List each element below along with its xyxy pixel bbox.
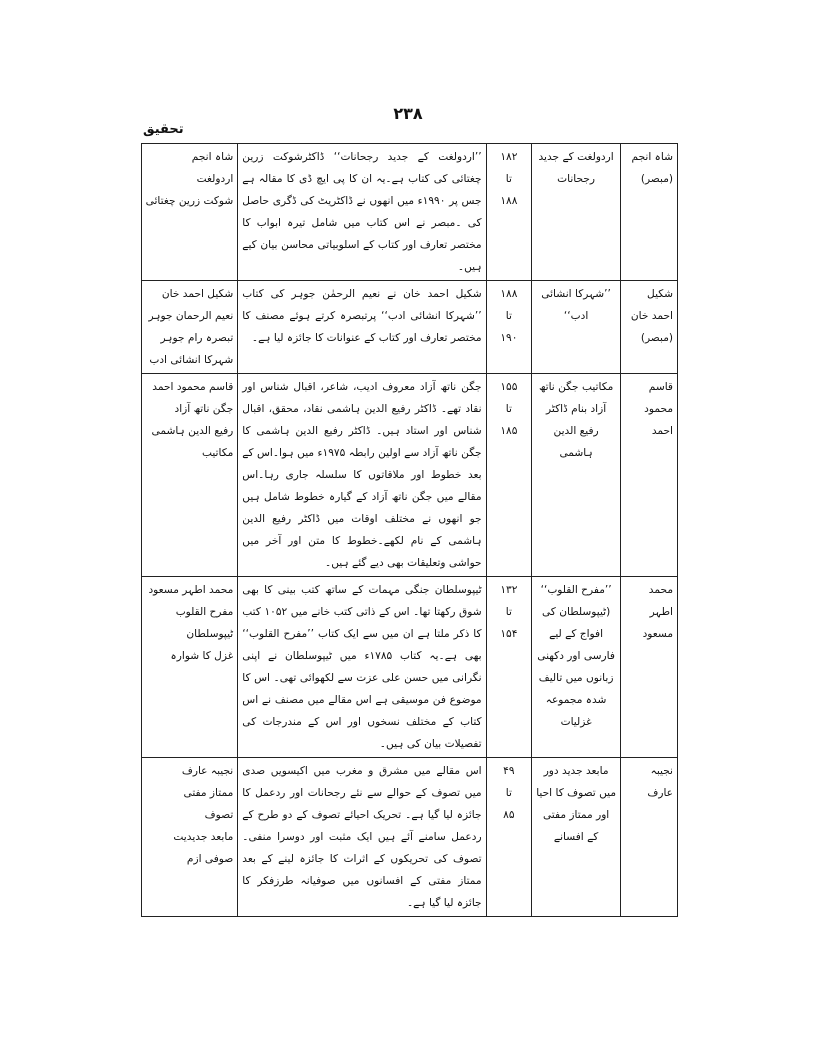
keyword: نجیبہ عارف xyxy=(181,765,234,777)
table-row xyxy=(142,374,678,577)
page-to-word: تا xyxy=(505,787,512,799)
keyword: ٹیپوسلطان xyxy=(186,628,234,640)
table-row xyxy=(142,758,678,917)
keywords-cell xyxy=(142,758,238,917)
keyword: مکاتیب xyxy=(201,447,234,459)
keyword: مابعد جدیدیت xyxy=(173,831,234,843)
pages-cell xyxy=(486,144,532,281)
page-from: ۱۵۵ xyxy=(500,381,518,393)
title-cell: مابعد جدید دور میں تصوف کا احیا اور ممتاز مفتی کے افسانے xyxy=(532,758,621,917)
author-cell: شکیل احمد خان (مبصر) xyxy=(621,281,678,374)
table-row xyxy=(142,281,678,374)
pages-cell xyxy=(486,758,532,917)
keywords-cell xyxy=(142,281,238,374)
title-cell: ’’مفرح القلوب‘‘ (ٹیپوسلطان کی افواج کے لیے فارسی اور دکھنی زبانوں میں تالیف شدہ مجموعہ غزلیات xyxy=(532,577,621,758)
pages-cell xyxy=(486,374,532,577)
author-cell: شاہ انجم (مبصر) xyxy=(621,144,678,281)
keyword: ممتاز مفتی xyxy=(183,787,234,799)
keyword: شہرکا انشائی ادب xyxy=(149,354,234,366)
author-cell: نجیبہ عارف xyxy=(621,758,678,917)
summary-cell: ’’اردولغت کے جدید رجحانات‘‘ ڈاکٹرشوکت زرین چغتائی کی کتاب ہے۔یہ ان کا پی ایچ ڈی کا مقالہ ہے جس پر ۱۹۹۰ء میں انھوں نے ڈاکٹریٹ کی ڈگری حاصل کی ۔مبصر نے اس کتاب میں شامل تیرہ ابواب کا مختصر تعارف اور کتاب کے اسلوبیاتی محاسن بیان کیے ہیں۔ xyxy=(238,144,486,281)
keyword: محمد اطہر مسعود xyxy=(148,584,234,596)
page-from: ۱۸۸ xyxy=(500,288,518,300)
keyword: اردولغت xyxy=(196,173,234,185)
running-head: تحقیق xyxy=(143,122,184,137)
summary-cell: جگن ناتھ آزاد معروف ادیب، شاعر، اقبال شناس اور نقاد تھے۔ ڈاکٹر رفیع الدین ہاشمی نقاد، محقق، اقبال شناس اور استاد ہیں۔ ڈاکٹر رفیع الدین ہاشمی کا جگن ناتھ آزاد سے اولین رابطہ ۱۹۷۵ء میں ہوا۔اس کے بعد خطوط اور ملاقاتوں کا سلسلہ جاری رہا۔اس مقالے میں جگن ناتھ آزاد کے گیارہ خطوط شامل ہیں جو انھوں نے مختلف اوقات میں ڈاکٹر رفیع الدین ہاشمی کے نام لکھے۔خطوط کا متن اور آخر میں حواشی وتعلیقات بھی دیے گئے ہیں۔ xyxy=(238,374,486,577)
keyword: جگن ناتھ آزاد xyxy=(174,403,234,415)
page-from: ۴۹ xyxy=(503,765,515,777)
table-row xyxy=(142,144,678,281)
keyword: شکیل احمد خان xyxy=(161,288,234,300)
keyword: غزل کا شوارہ xyxy=(170,650,234,662)
keyword: تصوف xyxy=(204,809,234,821)
summary-cell: شکیل احمد خان نے نعیم الرحمٰن جوہر کی کتاب ’’شہرکا انشائی ادب‘‘ پرتبصرہ کرتے ہوئے مصنف کا مختصر تعارف اور کتاب کے عنوانات کا جائزہ لیا ہے۔ xyxy=(238,281,486,374)
table-row xyxy=(142,577,678,758)
summary-cell: اس مقالے میں مشرق و مغرب میں اکیسویں صدی میں تصوف کے حوالے سے نئے رجحانات اور ردعمل کا جائزہ لیا گیا ہے۔ تحریک احیائے تصوف کے دو طرح کے ردعمل سامنے آئے ہیں ایک مثبت اور دوسرا منفی۔تصوف کی تحریکوں کے اثرات کا جائزہ لینے کے بعد ممتاز مفتی کے افسانوں میں صوفیانہ طرزفکر کا جائزہ لیا گیا ہے۔ xyxy=(238,758,486,917)
keyword: رفیع الدین ہاشمی xyxy=(151,425,234,437)
page-to: ۸۵ xyxy=(503,809,515,821)
page-to-word: تا xyxy=(505,310,512,322)
pages-cell xyxy=(486,577,532,758)
author-cell: قاسم محمود احمد xyxy=(621,374,678,577)
author-cell: محمد اطہر مسعود xyxy=(621,577,678,758)
keyword: صوفی ازم xyxy=(186,853,234,865)
keyword: قاسم محمود احمد xyxy=(152,381,234,393)
title-cell: ’’شہرکا انشائی ادب‘‘ xyxy=(532,281,621,374)
summary-cell: ٹیپوسلطان جنگی مہمات کے ساتھ کتب بینی کا بھی شوق رکھتا تھا۔ اس کے ذاتی کتب خانے میں ۱۰۵۲ کتب کا ذکر ملتا ہے ان میں سے ایک کتاب ’’مفرح القلوب‘‘ بھی ہے۔یہ کتاب ۱۷۸۵ء میں ٹیپوسلطان نے اپنی نگرانی میں حسن علی عزت سے لکھوائی تھی۔ اس کا موضوع فن موسیقی ہے اس مقالے میں مصنف نے اس کتاب کے مختلف نسخوں اور اس کے مندرجات کی تفصیلات بیان کی ہیں۔ xyxy=(238,577,486,758)
keyword: تبصرہ رام جوہر xyxy=(160,332,234,344)
keywords-cell xyxy=(142,577,238,758)
page-number: ۲۳۸ xyxy=(393,104,423,123)
page-to: ۱۸۵ xyxy=(500,425,518,437)
page-to: ۱۸۸ xyxy=(500,195,518,207)
article-index-table xyxy=(141,143,678,917)
page-to: ۱۹۰ xyxy=(500,332,518,344)
page-to-word: تا xyxy=(505,173,512,185)
keyword: نعیم الرحمان جوہر xyxy=(148,310,234,322)
keyword: مفرح القلوب xyxy=(175,606,234,618)
keywords-cell xyxy=(142,144,238,281)
title-cell: مکاتیب جگن ناتھ آزاد بنام ڈاکٹر رفیع الدین ہاشمی xyxy=(532,374,621,577)
keyword: شوکت زرین چغتائی xyxy=(145,195,234,207)
page-to-word: تا xyxy=(505,606,512,618)
page-to-word: تا xyxy=(505,403,512,415)
pages-cell xyxy=(486,281,532,374)
title-cell: اردولغت کے جدید رجحانات xyxy=(532,144,621,281)
page-to: ۱۵۴ xyxy=(500,628,518,640)
page-from: ۱۳۲ xyxy=(500,584,518,596)
keyword: شاہ انجم xyxy=(191,151,234,163)
keywords-cell xyxy=(142,374,238,577)
page-from: ۱۸۲ xyxy=(500,151,518,163)
